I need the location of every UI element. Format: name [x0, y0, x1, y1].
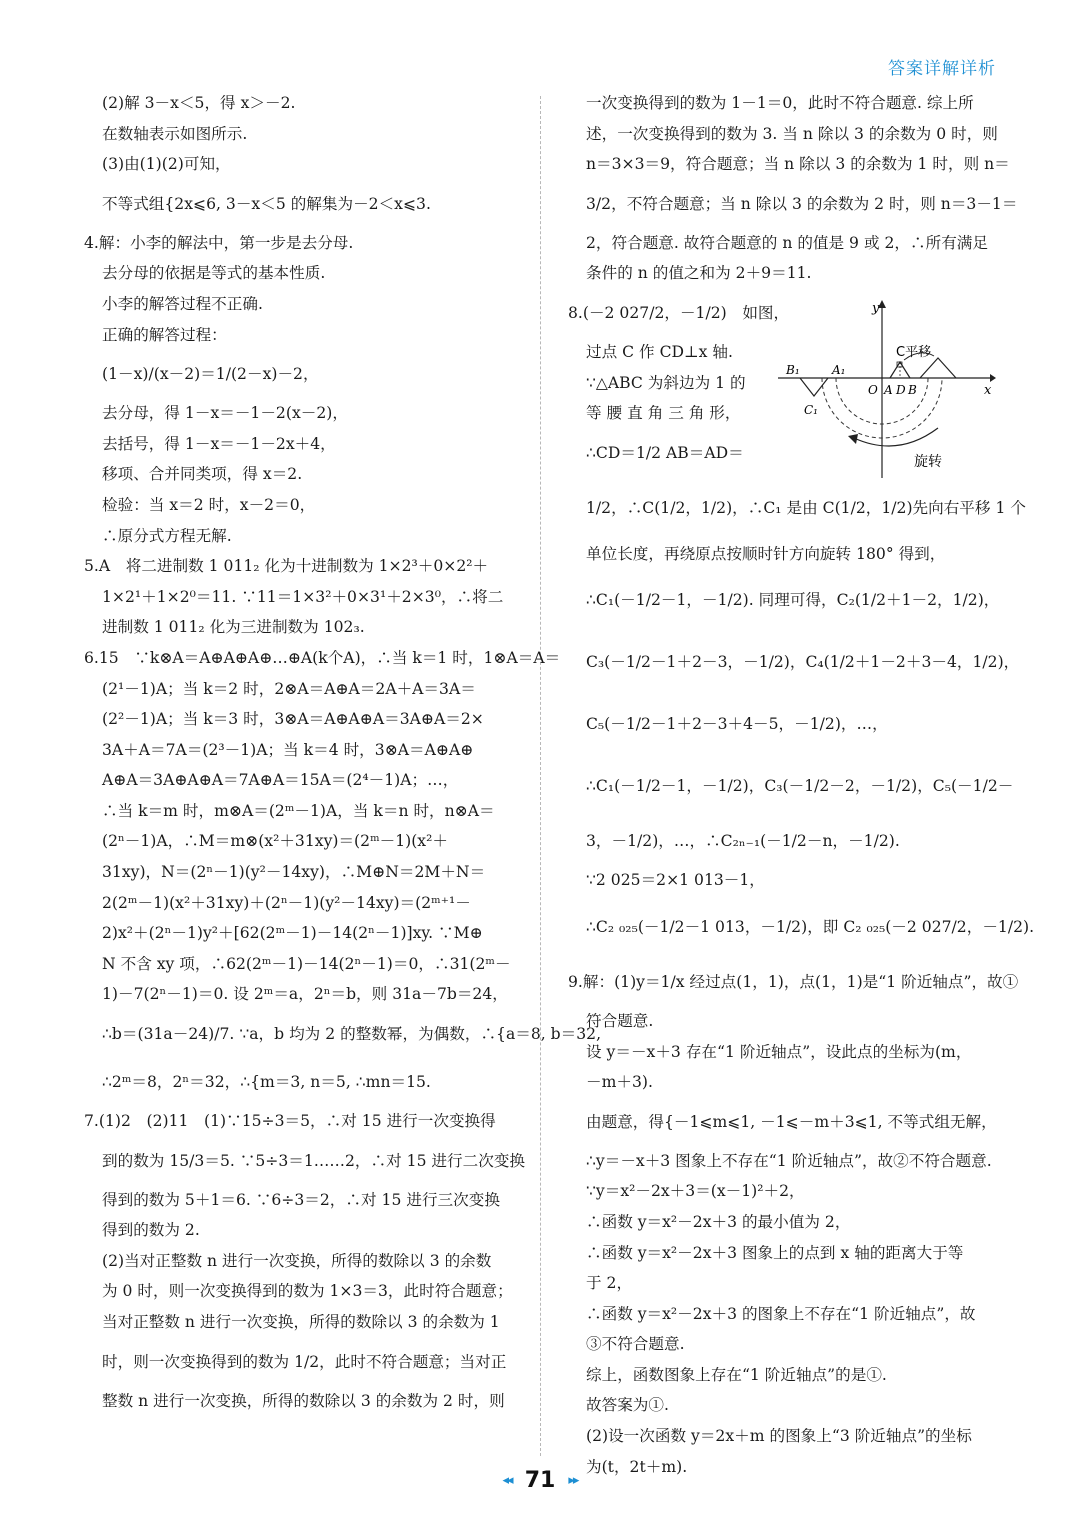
- point-a1-label: A₁: [832, 363, 846, 377]
- text-line: 时，则一次变换得到的数为 1/2，此时不符合题意；当对正: [102, 1352, 507, 1371]
- text-line: 一次变换得到的数为 1－1＝0，此时不符合题意. 综上所: [586, 94, 974, 112]
- text-line: (2ⁿ－1)A，∴M＝m⊗(x²＋31xy)＝(2ᵐ－1)(x²＋: [102, 832, 448, 851]
- text-line: 到的数为 15/3＝5. ∵5÷3＝1……2，∴对 15 进行二次变换: [102, 1151, 526, 1170]
- text-line: 为 0 时，则一次变换得到的数为 1×3＝3，此时符合题意；: [102, 1282, 513, 1301]
- x-axis-arrow: [990, 374, 996, 382]
- rotation-diagram: [778, 298, 996, 480]
- text-line: 1/2，∴C(1/2，1/2)，∴C₁ 是由 C(1/2，1/2)先向右平移 1 个: [586, 498, 1026, 517]
- text-line: 得到的数为 2.: [102, 1221, 200, 1240]
- text-line: A⊕A＝3A⊕A⊕A＝7A⊕A＝15A＝(2⁴－1)A；…，: [102, 771, 459, 790]
- text-line: ③不符合题意.: [586, 1335, 685, 1354]
- text-line: 符合题意.: [586, 1011, 654, 1030]
- triangle-shifted: [920, 358, 956, 378]
- text-line: ∴函数 y＝x²－2x＋3 图象上的点到 x 轴的距离大于等: [586, 1243, 964, 1262]
- point-b-label: B: [908, 383, 917, 397]
- header-title: 答案详解详析: [888, 59, 996, 79]
- text-line: N 不含 xy 项，∴62(2ᵐ－1)－14(2ⁿ－1)＝0，∴31(2ᵐ－: [102, 954, 511, 973]
- text-line: 条件的 n 的值之和为 2＋9＝11.: [586, 264, 812, 283]
- text-line: ∴y＝－x＋3 图象上不存在“1 阶近轴点”，故②不符合题意.: [586, 1151, 992, 1170]
- origin-label: O: [868, 383, 878, 397]
- prev-arrows-icon: ◂◂: [502, 1473, 512, 1488]
- text-line: 移项、合并同类项，得 x＝2.: [102, 465, 303, 484]
- text-line: ∴函数 y＝x²－2x＋3 的最小值为 2，: [586, 1212, 851, 1231]
- text-line: ∴C₁(－1/2－1，－1/2). 同理可得，C₂(1/2＋1－2，1/2)，: [586, 591, 1000, 610]
- text-line: 等 腰 直 角 三 角 形，: [586, 404, 741, 423]
- text-line: ∵△ABC 为斜边为 1 的: [586, 373, 746, 392]
- page-number: 71: [524, 1468, 556, 1493]
- point-a-label: A: [884, 383, 893, 397]
- text-line: 去括号，得 1－x＝－1－2x＋4，: [102, 434, 336, 453]
- x-axis-label: x: [984, 383, 992, 398]
- text-line: ∴函数 y＝x²－2x＋3 的图象上不存在“1 阶近轴点”，故: [586, 1304, 976, 1323]
- text-line: ∵y＝x²－2x＋3＝(x－1)²＋2，: [586, 1182, 805, 1201]
- text-line: 8.(－2 027/2，－1/2) 如图，: [568, 303, 790, 322]
- text-line: 2(2ᵐ－1)(x²＋31xy)＋(2ⁿ－1)(y²－14xy)＝(2ᵐ⁺¹－: [102, 893, 471, 912]
- text-line: 综上，函数图象上存在“1 阶近轴点”的是①.: [586, 1365, 887, 1384]
- text-line: 于 2，: [586, 1274, 633, 1293]
- text-line: 检验：当 x＝2 时，x－2＝0，: [102, 495, 316, 514]
- text-line: 去分母，得 1－x＝－1－2(x－2)，: [102, 404, 348, 423]
- text-line: ∴C₁(－1/2－1，－1/2)，C₃(－1/2－2，－1/2)，C₅(－1/2－: [586, 777, 1014, 796]
- rotate-arrow-head: [848, 434, 858, 444]
- text-line: ∴当 k＝m 时，m⊗A＝(2ᵐ－1)A，当 k＝n 时，n⊗A＝: [102, 801, 495, 820]
- text-line: 4.解：小李的解法中，第一步是去分母.: [84, 233, 354, 252]
- text-line: 小李的解答过程不正确.: [102, 294, 263, 313]
- text-line: 设 y＝－x＋3 存在“1 阶近轴点”，设此点的坐标为(m，: [586, 1042, 972, 1061]
- text-line: 得到的数为 5＋1＝6. ∵6÷3＝2，∴对 15 进行三次变换: [102, 1190, 500, 1209]
- text-line: (2²－1)A；当 k＝3 时，3⊗A＝A⊕A⊕A＝3A⊕A＝2×: [102, 710, 484, 729]
- text-line: 不等式组{2x⩽6, 3－x＜5 的解集为－2＜x⩽3.: [102, 194, 431, 213]
- c-shift-label: C平移: [896, 345, 932, 360]
- text-line: C₅(－1/2－1＋2－3＋4－5，－1/2)，…，: [586, 715, 888, 734]
- text-line: 5.A 将二进制数 1 011₂ 化为十进制数为 1×2³＋0×2²＋: [84, 557, 489, 576]
- rotate-arrow: [854, 428, 938, 446]
- text-line: 当对正整数 n 进行一次变换，所得的数除以 3 的余数为 1: [102, 1313, 500, 1331]
- text-line: 整数 n 进行一次变换，所得的数除以 3 的余数为 2 时，则: [102, 1391, 505, 1410]
- text-line: 6.15 ∵k⊗A＝A⊕A⊕A⊕…⊕A(k个A)，∴当 k＝1 时，1⊗A＝A＝: [84, 648, 561, 667]
- text-line: 过点 C 作 CD⊥x 轴.: [586, 342, 733, 361]
- rotate-label: 旋转: [914, 454, 942, 470]
- text-line: 单位长度，再绕原点按顺时针方向旋转 180° 得到，: [586, 544, 946, 563]
- text-line: 去分母的依据是等式的基本性质.: [102, 264, 326, 283]
- point-c1-label: C₁: [804, 403, 818, 417]
- point-b1-label: B₁: [786, 363, 800, 377]
- text-line: ∴CD＝1/2 AB＝AD＝: [586, 443, 744, 462]
- text-line: ∴C₂ ₀₂₅(－1/2－1 013，－1/2)，即 C₂ ₀₂₅(－2 027/2，－1/2).: [586, 917, 1035, 936]
- text-line: (3)由(1)(2)可知，: [102, 155, 231, 174]
- text-line: 3/2，不符合题意；当 n 除以 3 的余数为 2 时，则 n＝3－1＝: [586, 194, 1018, 213]
- text-line: 3，－1/2)，…，∴C₂ₙ₋₁(－1/2－n，－1/2).: [586, 832, 900, 851]
- text-line: (2)设一次函数 y＝2x＋m 的图象上“3 阶近轴点”的坐标: [586, 1427, 972, 1446]
- text-line: 7.(1)2 (2)11 (1)∵15÷3＝5，∴对 15 进行一次变换得: [84, 1112, 496, 1131]
- page-footer: [0, 1468, 1080, 1493]
- text-line: 故答案为①.: [586, 1396, 669, 1415]
- point-d-label: D: [896, 383, 906, 397]
- text-line: (1－x)/(x－2)＝1/(2－x)－2，: [102, 365, 319, 384]
- text-line: C₃(－1/2－1＋2－3，－1/2)，C₄(1/2＋1－2＋3－4，1/2)，: [586, 653, 1020, 672]
- text-line: 3A＋A＝7A＝(2³－1)A；当 k＝4 时，3⊗A＝A⊕A⊕: [102, 740, 474, 759]
- text-line: 述，一次变换得到的数为 3. 当 n 除以 3 的余数为 0 时，则: [586, 124, 998, 143]
- text-line: －m＋3).: [586, 1073, 653, 1092]
- text-line: 正确的解答过程：: [102, 325, 227, 344]
- left-column: [84, 88, 602, 1416]
- text-line: 为(t，2t＋m).: [586, 1457, 688, 1476]
- text-line: ∵2 025＝2×1 013－1，: [586, 871, 765, 890]
- text-line: 2，符合题意. 故符合题意的 n 的值是 9 或 2，∴所有满足: [586, 233, 988, 252]
- column-divider: [540, 96, 541, 1456]
- text-line: (2¹－1)A；当 k＝2 时，2⊗A＝A⊕A＝2A＋A＝3A＝: [102, 679, 476, 698]
- text-line: 由题意，得{－1⩽m⩽1, －1⩽－m＋3⩽1, 不等式组无解，: [586, 1112, 997, 1131]
- text-line: 2)x²＋(2ⁿ－1)y²＋[62(2ᵐ－1)－14(2ⁿ－1)]xy. ∵M⊕: [102, 924, 483, 943]
- text-line: 9.解：(1)y＝1/x 经过点(1，1)，点(1，1)是“1 阶近轴点”，故①: [568, 972, 1019, 991]
- text-line: ∴原分式方程无解.: [102, 526, 232, 545]
- text-line: 进制数 1 011₂ 化为三进制数为 102₃.: [102, 618, 365, 637]
- next-arrows-icon: ▸▸: [568, 1473, 578, 1488]
- text-line: 1×2¹＋1×2⁰＝11. ∵11＝1×3²＋0×3¹＋2×3⁰，∴将二: [102, 587, 504, 606]
- text-line: n＝3×3＝9，符合题意；当 n 除以 3 的余数为 1 时，则 n＝: [586, 155, 1010, 174]
- text-line: ∴2ᵐ＝8，2ⁿ＝32，∴{m＝3, n＝5, ∴mn＝15.: [102, 1073, 431, 1092]
- y-axis-label: y: [872, 301, 880, 316]
- text-line: (2)当对正整数 n 进行一次变换，所得的数除以 3 的余数: [102, 1251, 492, 1270]
- text-line: 1)－7(2ⁿ－1)＝0. 设 2ᵐ＝a，2ⁿ＝b，则 31a－7b＝24，: [102, 985, 508, 1004]
- text-line: 31xy)，N＝(2ⁿ－1)(y²－14xy)，∴M⊕N＝2M＋N＝: [102, 863, 486, 882]
- text-line: (2)解 3－x＜5，得 x＞－2.: [102, 94, 296, 112]
- text-line: 在数轴表示如图所示.: [102, 124, 248, 143]
- text-line: ∴b＝(31a－24)/7. ∵a，b 均为 2 的整数幂，为偶数，∴{a＝8, b＝32,: [102, 1025, 602, 1044]
